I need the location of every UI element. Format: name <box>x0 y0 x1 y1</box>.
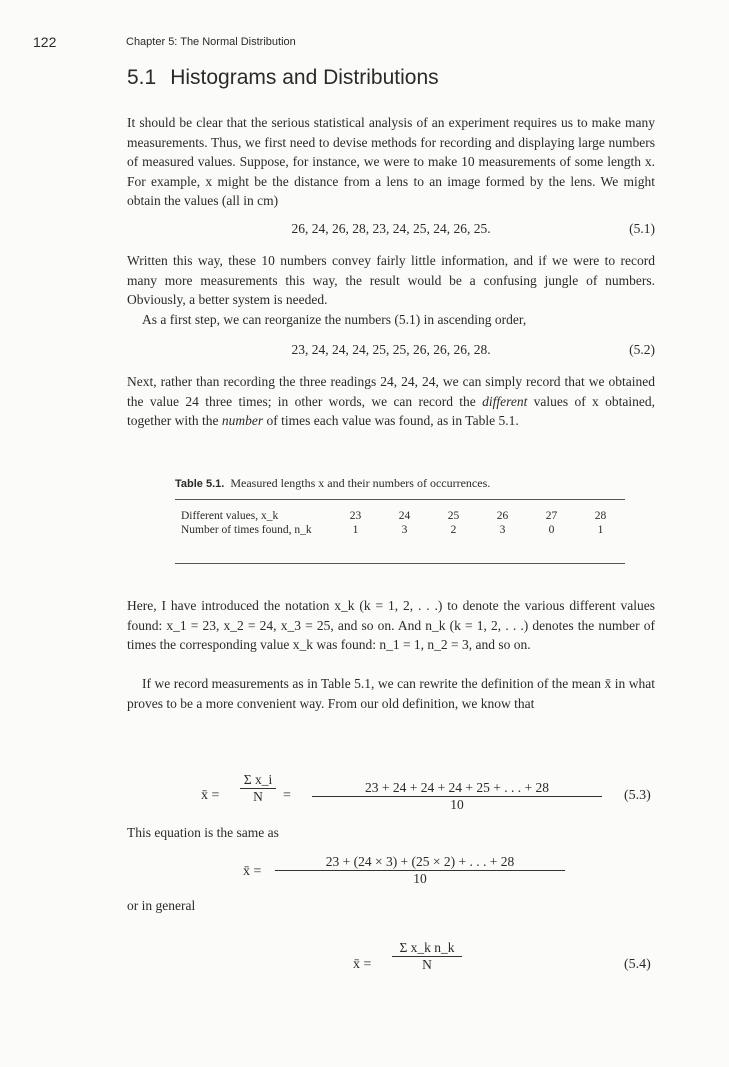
equation-body: 23, 24, 24, 24, 25, 25, 26, 26, 26, 28. <box>291 342 491 357</box>
fraction-sum: $\frac{\text{Σ x\_i}}{N}$ <box>240 772 276 805</box>
paragraph-3: As a first step, we can reorganize the numbers (5.1) in ascending order, <box>142 312 527 327</box>
fraction-values: $\frac{23 + 24 + 24 + 24 + 25 + . . . + 28}{10}$ <box>312 780 602 813</box>
page-header <box>0 34 729 54</box>
paragraph-6: If we record measurements as in Table 5.1, we can rewrite the definition of the mean x̄ in what proves to be a more convenient way. From our old definition, we know that <box>127 676 655 711</box>
section-title <box>127 66 439 90</box>
fraction-general: $\frac{\text{Σ x\_k n\_k}}{N}$ <box>392 940 462 973</box>
equation-number: (5.2) <box>629 342 655 357</box>
table-top-rule <box>175 499 625 500</box>
paragraph-4: Next, rather than recording the three readings 24, 24, 24, we can simply record that we obtained the value 24 three times; in other words, we can record the different values of x obtained, together with the number of times each value was found, as in Table 5.1. <box>127 374 655 428</box>
data-table <box>175 509 625 537</box>
table-row: Different values, x_k 23 24 25 26 27 28 <box>181 510 607 522</box>
running-head: Chapter 5: The Normal Distribution <box>126 36 296 48</box>
equation-body: 26, 24, 26, 28, 23, 24, 25, 24, 26, 25. <box>291 221 491 236</box>
paragraph-1: It should be clear that the serious statistical analysis of an experiment requires us to make many measurements. Thus, we first need to devise methods for recording and displaying large numbers of measured values. Suppose, for instance, we were to make 10 measurements of some length x. For example, x might be the distance from a lens to an image formed by the lens. We might obtain the values (all in cm) <box>127 115 655 208</box>
table-caption-text: Measured lengths x and their numbers of occurrences. <box>230 476 491 490</box>
section-number: 5.1 <box>127 66 157 89</box>
paragraph-5: Here, I have introduced the notation x_k (k = 1, 2, . . .) to denote the various different values found: x_1 = 23, x_2 = 24, x_3 = 25, and so on. And n_k (k = 1, 2, . . .) denotes the number of times the corresponding value x_k was found: n_1 = 1, n_2 = 3, and so on. <box>127 598 655 652</box>
section-title-text: Histograms and Distributions <box>170 66 439 89</box>
table-row: Number of times found, n_k 1 3 2 3 0 1 <box>181 524 604 536</box>
paragraph-8: or in general <box>127 898 196 913</box>
table-bottom-rule <box>175 563 625 564</box>
table-caption <box>175 476 490 491</box>
table-label: Table 5.1. <box>175 478 225 490</box>
page-number: 122 <box>33 34 57 50</box>
fraction-grouped: $\frac{23 + (24 \times 3) + (25 \times 2) + . . . + 28}{10}$ <box>275 854 565 887</box>
paragraph-7: This equation is the same as <box>127 825 279 840</box>
paragraph-2: Written this way, these 10 numbers convey fairly little information, and if we were to record many more measurements this way, the result would be a confusing jungle of numbers. Obviously, a better system is needed. <box>127 253 655 307</box>
equation-number: (5.1) <box>629 221 655 236</box>
